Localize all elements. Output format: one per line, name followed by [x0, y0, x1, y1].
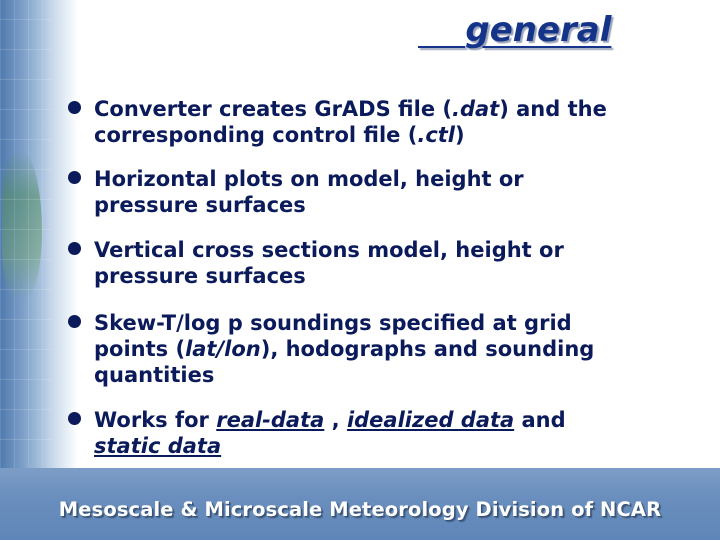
bullet-line	[94, 336, 594, 362]
text-segment: and	[514, 408, 566, 432]
bullet-dot-icon	[68, 242, 81, 255]
file-extension-ctl: .ctl	[417, 123, 456, 147]
bullet-dot-icon	[68, 412, 81, 425]
bullet-line: Skew-T/log p soundings specified at grid	[94, 311, 572, 335]
bullet-line: pressure surfaces	[94, 193, 306, 217]
bullet-dot-icon	[68, 315, 81, 328]
slide-title	[418, 10, 611, 60]
map-gridlines	[0, 0, 52, 470]
bullet-dot-icon	[68, 171, 81, 184]
bullet-line	[94, 433, 566, 459]
file-extension-dat: .dat	[451, 97, 500, 121]
text-segment: Converter creates GrADS file (	[94, 97, 452, 121]
bullet-line	[94, 407, 566, 433]
text-segment: corresponding control file (	[94, 123, 418, 147]
bullet-item-converter	[66, 96, 607, 148]
text-segment: Works for	[94, 408, 217, 432]
text-segment: points (	[94, 337, 186, 361]
bullet-item-skewt	[66, 310, 594, 388]
bullet-item-works-for	[66, 407, 566, 459]
text-segment: ,	[324, 408, 347, 432]
idealized-data-link[interactable]: idealized data	[346, 408, 515, 432]
bullet-line: pressure surfaces	[94, 264, 306, 288]
bullet-dot-icon	[68, 101, 81, 114]
bullet-item-horizontal	[66, 166, 524, 218]
lat-lon-text: lat/lon	[185, 337, 261, 361]
footer-title: Mesoscale & Microscale Meteorology Division of NCAR	[58, 498, 662, 521]
bullet-line	[94, 122, 607, 148]
bullet-line: quantities	[94, 363, 215, 387]
decorative-map-strip	[0, 0, 52, 470]
strip-fade	[52, 0, 78, 470]
text-segment: )	[455, 123, 465, 147]
bullet-line	[94, 96, 607, 122]
footer-banner	[0, 468, 720, 540]
bullet-item-vertical	[66, 237, 564, 289]
text-segment: ) and the	[499, 97, 607, 121]
real-data-link[interactable]: real-data	[216, 408, 325, 432]
static-data-link[interactable]: static data	[94, 434, 222, 458]
text-segment: ), hodographs and sounding	[260, 337, 595, 361]
bullet-line: Horizontal plots on model, height or	[94, 167, 524, 191]
bullet-line: Vertical cross sections model, height or	[94, 238, 564, 262]
slide-title-text: general	[465, 10, 612, 50]
